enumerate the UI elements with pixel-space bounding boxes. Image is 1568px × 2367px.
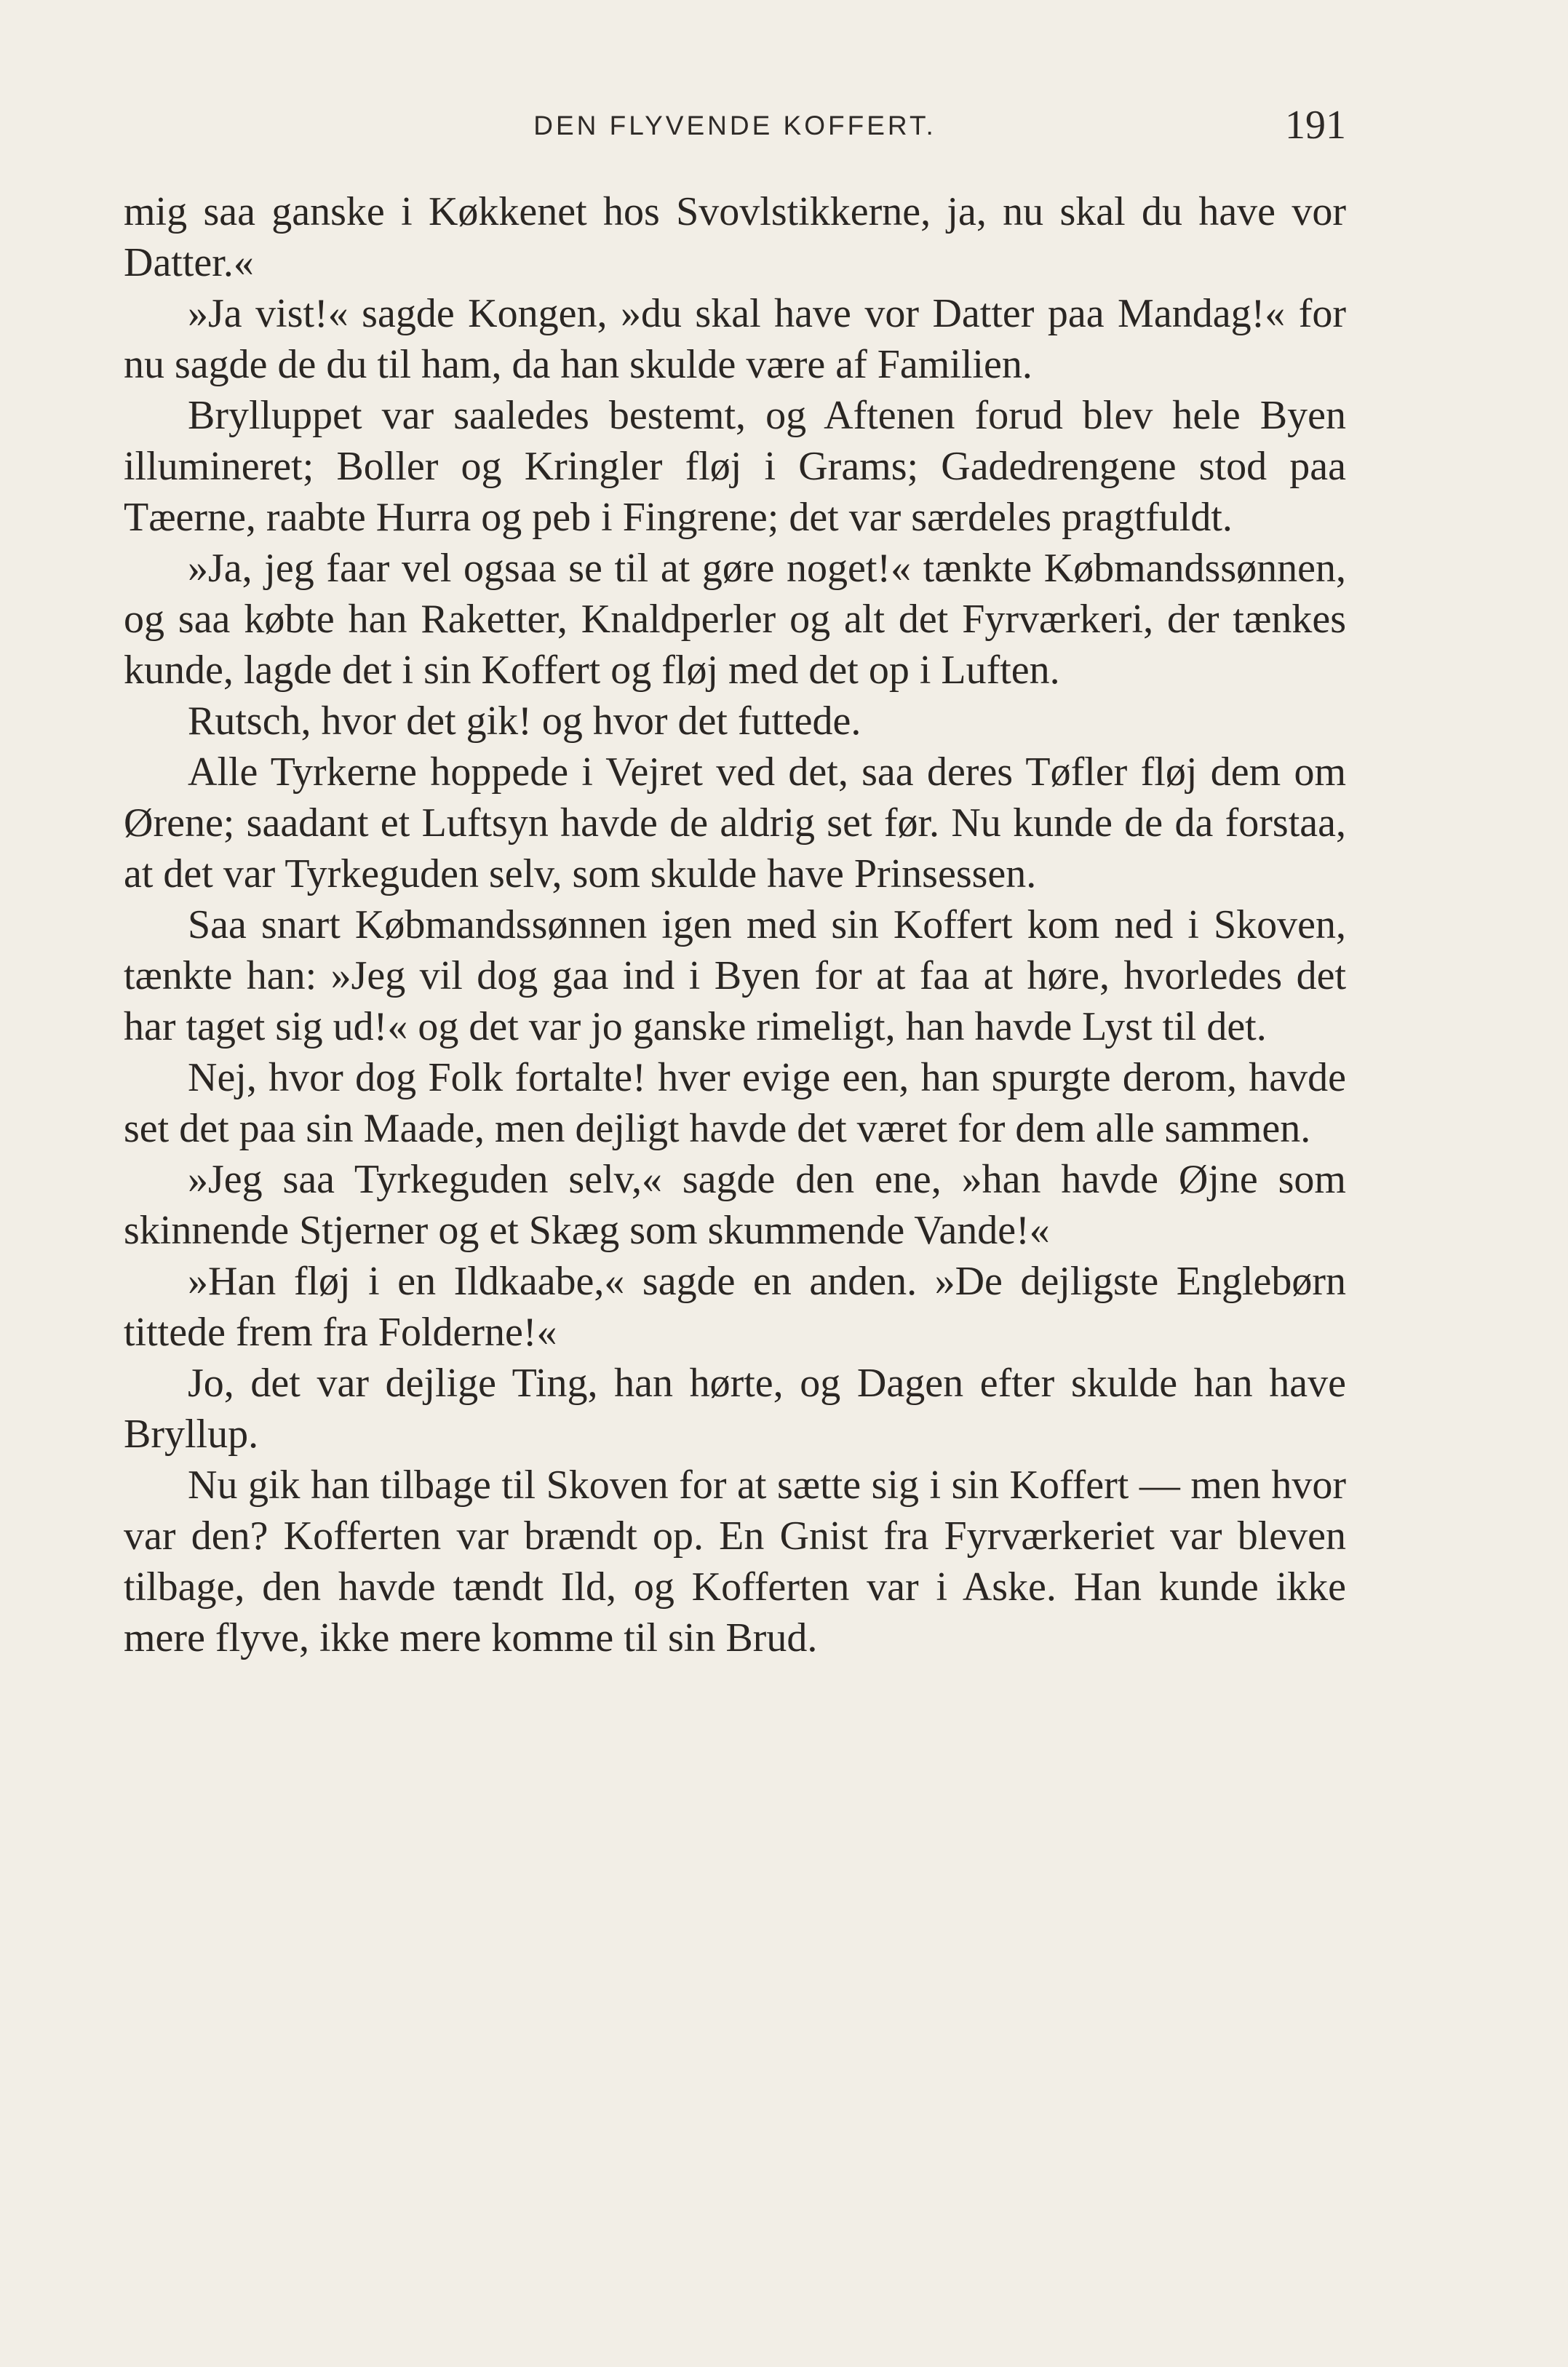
running-header [124,102,1346,153]
paragraph: Brylluppet var saaledes bestemt, og Aftenen forud blev hele Byen illumineret; Boller og Kringler fløj i Grams; Gadedrengene stod paa Tæerne, raabte Hurra og peb i Fingrene; det var særdeles pragtfuldt. [124,393,1346,540]
paragraph: Nej, hvor dog Folk fortalte! hver evige een, han spurgte derom, havde set det paa sin Maade, men dejligt havde det været for dem alle sammen. [124,1055,1346,1151]
paragraph: »Ja vist!« sagde Kongen, »du skal have vor Datter paa Mandag!« for nu sagde de du til ham, da han skulde være af Familien. [124,291,1346,387]
paragraph: »Ja, jeg faar vel ogsaa se til at gøre noget!« tænkte Købmandssønnen, og saa købte han Raketter, Knaldperler og alt det Fyrværkeri, der tænkes kunde, lagde det i sin Koffert og fløj med det op i Luften. [124,546,1346,693]
paragraph: Alle Tyrkerne hoppede i Vejret ved det, saa deres Tøfler fløj dem om Ørene; saadant et Luftsyn havde de aldrig set før. Nu kunde de da forstaa, at det var Tyrkeguden selv, som skulde have Prinsessen. [124,749,1346,896]
paragraph: »Jeg saa Tyrkeguden selv,« sagde den ene, »han havde Øjne som skinnende Stjerner og et Skæg som skummende Vande!« [124,1157,1346,1253]
running-title: DEN FLYVENDE KOFFERT. [533,111,936,140]
paragraph: Nu gik han tilbage til Skoven for at sætte sig i sin Koffert — men hvor var den? Kofferten var brændt op. En Gnist fra Fyrværkeriet var bleven tilbage, den havde tændt Ild, og Kofferten var i Aske. Han kunde ikke mere flyve, ikke mere komme til sin Brud. [124,1463,1346,1660]
paragraph: »Han fløj i en Ildkaabe,« sagde en anden. »De dejligste Englebørn tittede frem fra Folderne!« [124,1259,1346,1355]
paragraph: Rutsch, hvor det gik! og hvor det futtede. [188,699,861,744]
paragraph: Jo, det var dejlige Ting, han hørte, og Dagen efter skulde han have Bryllup. [124,1361,1346,1457]
paragraph-continuation: mig saa ganske i Køkkenet hos Svovlstikkerne, ja, nu skal du have vor Datter.« [124,189,1346,285]
body-text [124,186,1346,1663]
page-number: 191 [1285,103,1346,148]
paragraph: Saa snart Købmandssønnen igen med sin Koffert kom ned i Skoven, tænkte han: »Jeg vil dog gaa ind i Byen for at faa at høre, hvorledes det har taget sig ud!« og det var jo ganske rimeligt, han havde Lyst til det. [124,902,1346,1049]
